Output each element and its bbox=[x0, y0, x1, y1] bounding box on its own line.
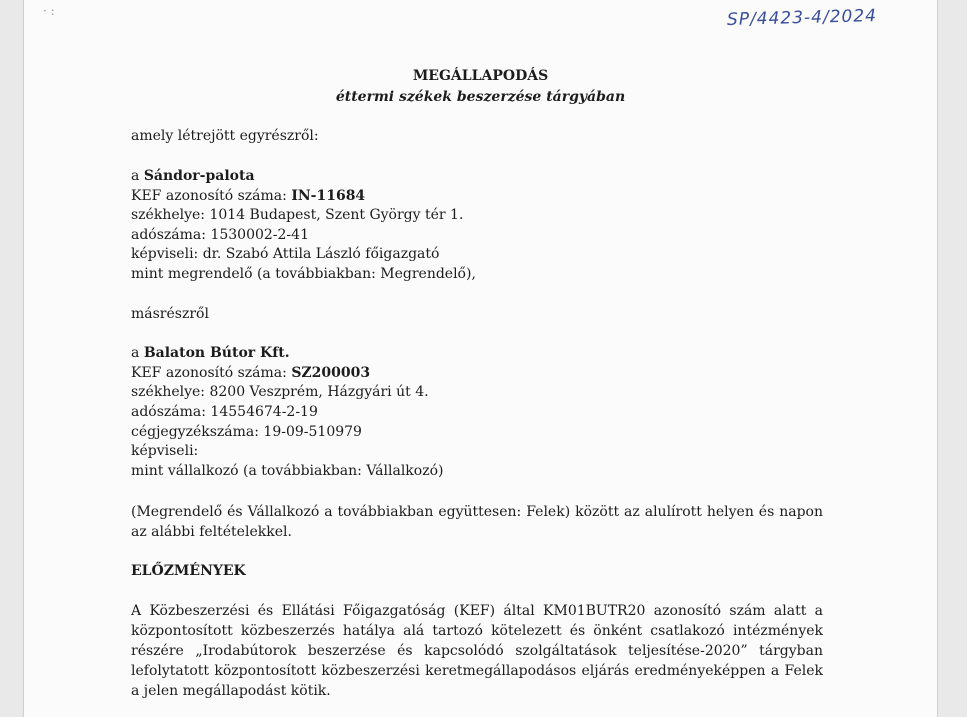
document-title: MEGÁLLAPODÁS bbox=[412, 68, 549, 84]
party1-name: Sándor-palota bbox=[143, 168, 255, 184]
party1-tax-label: adószáma: bbox=[131, 227, 206, 243]
party1-seat: székhelye: 1014 Budapest, Szent György tér 1. bbox=[131, 207, 464, 223]
party2-kef-line bbox=[131, 365, 370, 381]
handwritten-reference-number: SP/4423-4/2024 bbox=[726, 6, 878, 30]
party1-tax-number: 1530002-2-41 bbox=[210, 227, 309, 243]
parties-statement: (Megrendelő és Vállalkozó a továbbiakban együttesen: Felek) között az alulírott helyen és napon az alábbi feltételekkel. bbox=[131, 504, 823, 540]
party2-name: Balaton Bútor Kft. bbox=[143, 345, 290, 361]
document-subtitle: éttermi székek beszerzése tárgyában bbox=[335, 89, 626, 105]
party2-kef-label: KEF azonosító száma: bbox=[131, 365, 287, 381]
party2-tax: adószáma: 14554674-2-19 bbox=[131, 404, 318, 420]
document-page bbox=[23, 0, 938, 717]
party2-kef-id: SZ200003 bbox=[291, 365, 371, 381]
section-body: A Közbeszerzési és Ellátási Főigazgatóság (KEF) által KM01BUTR20 azonosító szám alatt a központosított közbeszerzés hatálya alá tartozó kötelezett és önként csatlakozó intézmények részére „Irodabútorok beszerzése és kapcsolódó szolgáltatások teljesítése-2020” tárgyban lefolytatott központosított közbeszerzési keretmegállapodásos eljárás eredményeképpen a Felek a jelen megállapodást kötik. bbox=[131, 603, 823, 699]
scan-specks: · : bbox=[43, 4, 55, 18]
party2-name-line bbox=[131, 345, 290, 361]
party2-article: a bbox=[131, 345, 140, 361]
party2-seat: székhelye: 8200 Veszprém, Házgyári út 4. bbox=[131, 384, 429, 400]
separator-text: másrészről bbox=[131, 306, 209, 322]
party1-representative: képviseli: dr. Szabó Attila László főigazgató bbox=[131, 246, 440, 262]
section-heading: ELŐZMÉNYEK bbox=[131, 563, 246, 579]
party1-kef-label: KEF azonosító száma: bbox=[131, 188, 287, 204]
party2-representative: képviseli: bbox=[131, 443, 199, 459]
party1-kef-line bbox=[131, 188, 365, 204]
intro-text: amely létrejött egyrészről: bbox=[131, 128, 319, 144]
party2-company-reg: cégjegyzékszáma: 19-09-510979 bbox=[131, 424, 362, 440]
party1-article: a bbox=[131, 168, 140, 184]
party2-role: mint vállalkozó (a továbbiakban: Vállalkozó) bbox=[131, 463, 444, 479]
party1-tax-line bbox=[131, 227, 309, 243]
party1-name-line bbox=[131, 168, 255, 184]
party1-role: mint megrendelő (a továbbiakban: Megrendelő), bbox=[131, 266, 476, 282]
party1-kef-id: IN-11684 bbox=[291, 188, 366, 204]
